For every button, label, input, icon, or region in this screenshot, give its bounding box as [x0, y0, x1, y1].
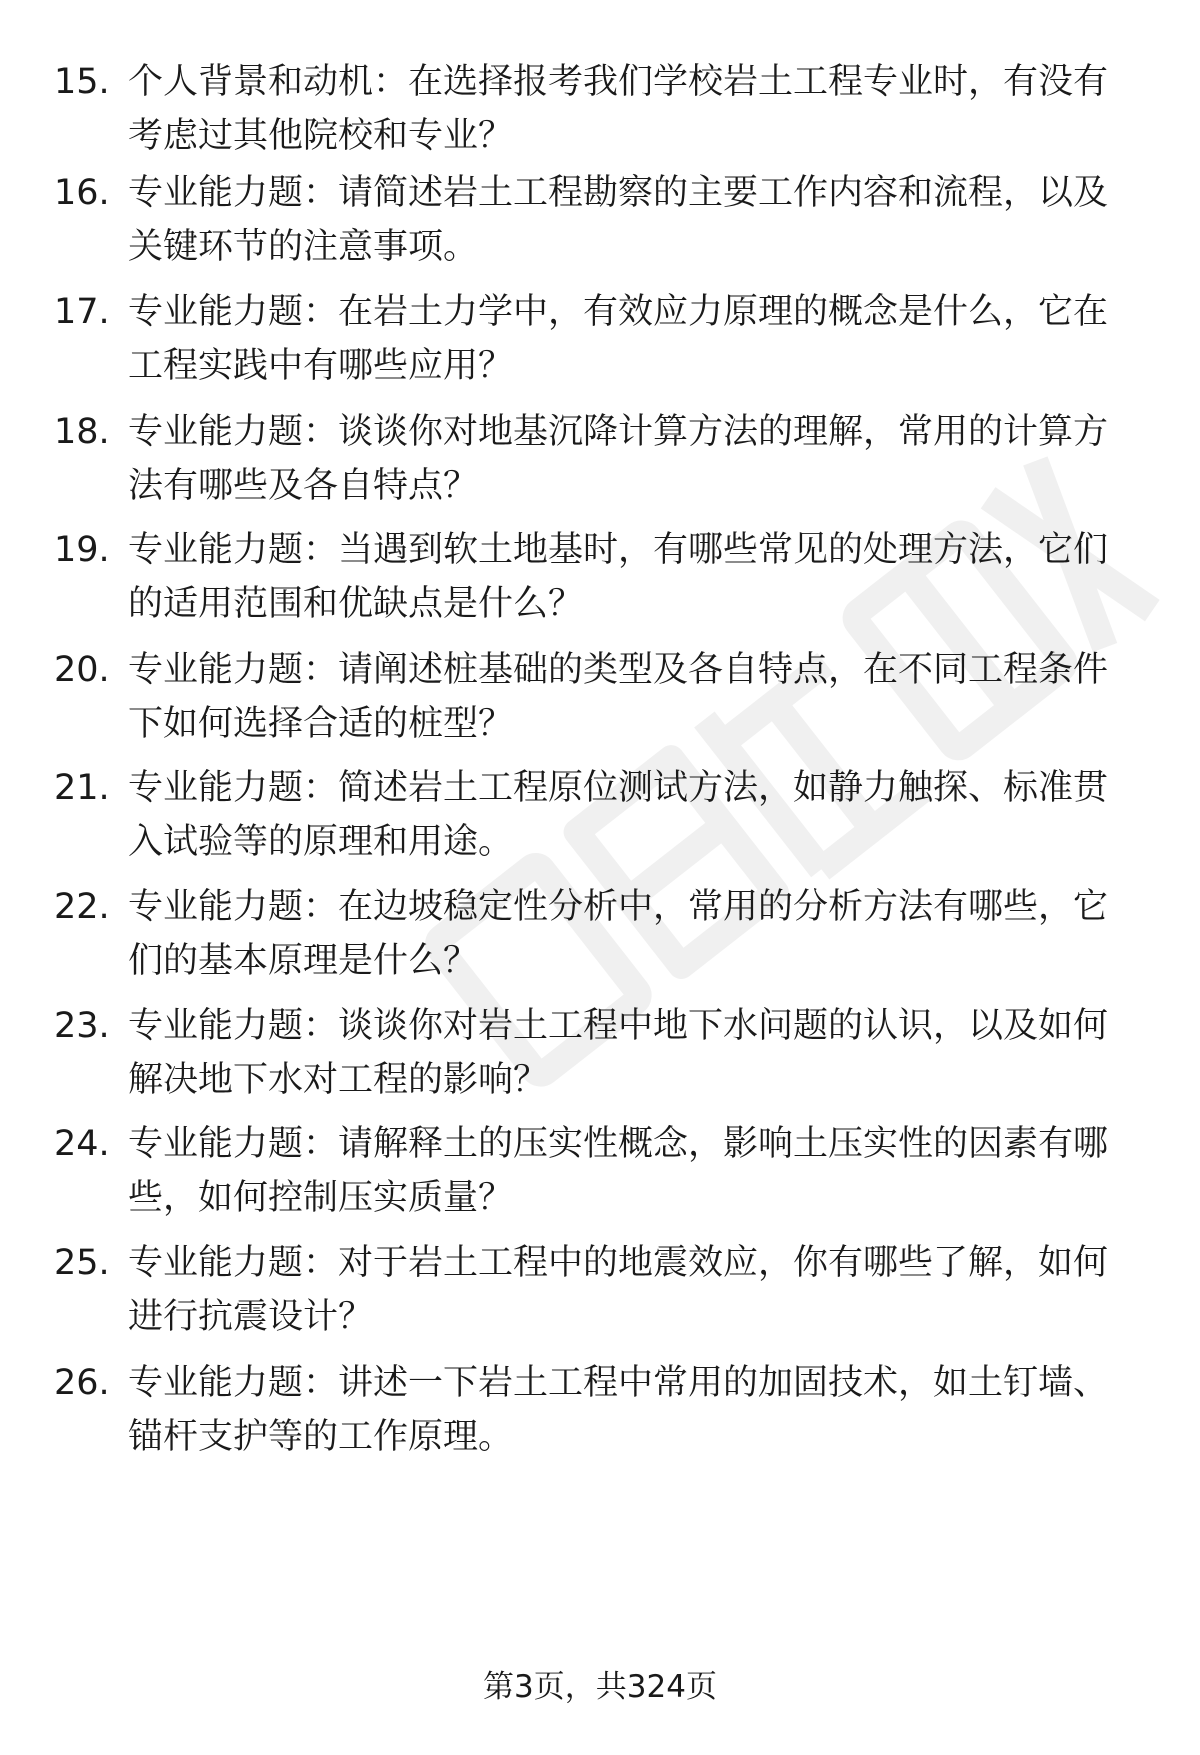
question-number: 16. [54, 173, 110, 213]
question-text: 专业能力题：在边坡稳定性分析中，常用的分析方法有哪些，它们的基本原理是什么？ [128, 887, 1109, 981]
question-number: 23. [54, 1006, 110, 1046]
page-footer [0, 1664, 1200, 1710]
question-number: 25. [54, 1243, 110, 1283]
question-text: 个人背景和动机：在选择报考我们学校岩土工程专业时，有没有考虑过其他院校和专业？ [128, 62, 1109, 156]
question-item [54, 523, 1134, 633]
question-text: 专业能力题：对于岩土工程中的地震效应，你有哪些了解，如何进行抗震设计？ [128, 1243, 1109, 1337]
question-item [54, 405, 1134, 515]
question-number: 19. [54, 530, 110, 570]
question-text: 专业能力题：请解释土的压实性概念，影响土压实性的因素有哪些，如何控制压实质量？ [128, 1124, 1109, 1218]
question-text: 专业能力题：谈谈你对地基沉降计算方法的理解，常用的计算方法有哪些及各自特点？ [128, 412, 1109, 506]
question-item [54, 999, 1134, 1109]
question-text: 专业能力题：谈谈你对岩土工程中地下水问题的认识，以及如何解决地下水对工程的影响？ [128, 1006, 1109, 1100]
question-text: 专业能力题：请简述岩土工程勘察的主要工作内容和流程，以及关键环节的注意事项。 [128, 173, 1109, 267]
question-number: 18. [54, 412, 110, 452]
question-item [54, 285, 1134, 395]
question-item [54, 643, 1134, 753]
question-item [54, 1236, 1134, 1346]
question-text: 专业能力题：简述岩土工程原位测试方法，如静力触探、标准贯入试验等的原理和用途。 [128, 768, 1109, 862]
question-item [54, 761, 1134, 871]
question-number: 20. [54, 650, 110, 690]
question-item [54, 1356, 1134, 1466]
question-number: 21. [54, 768, 110, 808]
question-item [54, 1117, 1134, 1227]
question-number: 15. [54, 62, 110, 102]
question-number: 26. [54, 1363, 110, 1403]
page-number-label: 第3页，共324页 [483, 1669, 717, 1705]
question-number: 24. [54, 1124, 110, 1164]
question-number: 22. [54, 887, 110, 927]
question-text: 专业能力题：在岩土力学中，有效应力原理的概念是什么，它在工程实践中有哪些应用？ [128, 292, 1109, 386]
question-number: 17. [54, 292, 110, 332]
question-item [54, 55, 1134, 165]
question-text: 专业能力题：讲述一下岩土工程中常用的加固技术，如土钉墙、锚杆支护等的工作原理。 [128, 1363, 1109, 1457]
question-text: 专业能力题：请阐述桩基础的类型及各自特点，在不同工程条件下如何选择合适的桩型？ [128, 650, 1109, 744]
question-text: 专业能力题：当遇到软土地基时，有哪些常见的处理方法，它们的适用范围和优缺点是什么？ [128, 530, 1109, 624]
question-item [54, 880, 1134, 990]
question-item [54, 166, 1134, 276]
